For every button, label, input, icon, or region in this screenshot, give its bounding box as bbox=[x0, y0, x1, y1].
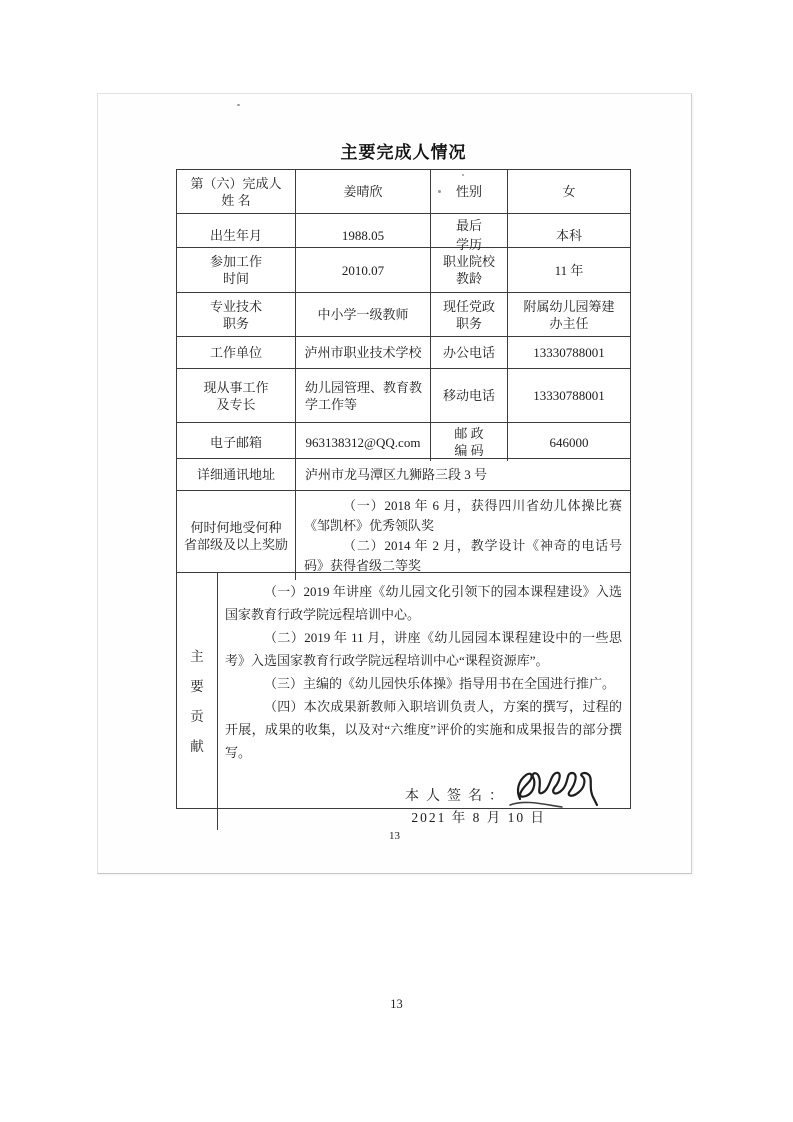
table-row-birth bbox=[177, 213, 630, 252]
field-officephone-value: 13330788001 bbox=[507, 337, 630, 368]
signature-label: 本人签名： bbox=[405, 789, 510, 804]
field-mobile-value: 13330788001 bbox=[507, 369, 630, 422]
scan-speck bbox=[438, 190, 441, 193]
field-name-value: 姜晴欣 bbox=[295, 170, 430, 213]
field-workunit-label: 工作单位 bbox=[209, 345, 262, 360]
field-postcode-value: 646000 bbox=[507, 423, 630, 461]
table-row-name bbox=[177, 170, 630, 213]
table-row-awards bbox=[177, 490, 630, 572]
field-contributions-label: 主 要 贡 献 bbox=[190, 649, 204, 754]
document-title: 主要完成人情况 bbox=[340, 143, 467, 162]
field-gender-label: 性别 bbox=[430, 170, 507, 213]
contributor-info-table bbox=[176, 169, 631, 825]
contribution-item: （二）2019 年 11 月，讲座《幼儿园园本课程建设中的一些思考》入选国家教育行政学院远程培训中心“课程资源库”。 bbox=[225, 630, 622, 668]
table-row-workunit bbox=[177, 336, 630, 368]
table-row-email bbox=[177, 422, 630, 458]
field-education-label: 最后 学历 bbox=[430, 214, 507, 256]
field-awards-value bbox=[295, 491, 630, 580]
field-post-value: 附属幼儿园筹建办主任 bbox=[507, 293, 630, 336]
field-address-label: 详细通讯地址 bbox=[196, 467, 275, 482]
award-item: （一）2018 年 6 月，获得四川省幼儿体操比赛《邹凯杯》优秀领队奖 bbox=[304, 498, 622, 533]
field-gender-value: 女 bbox=[507, 170, 630, 213]
table-row-contributions bbox=[177, 572, 630, 825]
field-name-label: 第（六）完成人 姓 名 bbox=[190, 175, 282, 208]
field-techtitle-label: 专业技术 职务 bbox=[209, 298, 262, 331]
award-item: （二）2014 年 2 月，教学设计《神奇的电话号码》获得省级二等奖 bbox=[304, 538, 622, 573]
field-email-label: 电子邮箱 bbox=[209, 434, 262, 450]
table-row-workstart bbox=[177, 247, 630, 292]
scanned-document-page bbox=[97, 93, 692, 874]
contribution-item: （三）主编的《幼儿园快乐体操》指导用书在全国进行推广。 bbox=[264, 676, 616, 691]
field-techtitle-value: 中小学一级教师 bbox=[295, 293, 430, 336]
scan-speck bbox=[462, 174, 464, 176]
field-currentwork-value: 幼儿园管理、教育教学工作等 bbox=[295, 369, 430, 422]
field-birth-label: 出生年月 bbox=[209, 227, 262, 243]
scan-speck bbox=[237, 104, 240, 106]
table-row-address bbox=[177, 458, 630, 490]
field-birth-value: 1988.05 bbox=[295, 214, 430, 256]
field-address-value: 泸州市龙马潭区九狮路三段 3 号 bbox=[295, 459, 630, 490]
field-workunit-value: 泸州市职业技术学校 bbox=[295, 337, 430, 368]
field-awards-label: 何时何地受何种 省部级及以上奖励 bbox=[183, 519, 288, 552]
field-teachyears-label: 职业院校 教龄 bbox=[430, 248, 507, 292]
field-currentwork-label: 现从事工作 及专长 bbox=[203, 379, 269, 412]
field-postcode-label: 邮 政 编 码 bbox=[430, 423, 507, 461]
table-row-currentwork bbox=[177, 368, 630, 422]
field-contributions-value bbox=[217, 573, 630, 830]
signature-row bbox=[225, 773, 622, 807]
contribution-item: （一）2019 年讲座《幼儿园文化引领下的园本课程建设》入选国家教育行政学院远程培训中心。 bbox=[225, 584, 622, 622]
scanned-page-number: 13 bbox=[389, 830, 400, 842]
handwritten-signature bbox=[506, 765, 598, 813]
field-mobile-label: 移动电话 bbox=[430, 369, 507, 422]
footer-page-number: 13 bbox=[390, 997, 403, 1011]
contribution-item: （四）本次成果新教师入职培训负责人，方案的撰写，过程的开展，成果的收集，以及对“六维度”评价的实施和成果报告的部分撰写。 bbox=[225, 699, 622, 760]
field-workstart-value: 2010.07 bbox=[295, 248, 430, 292]
field-officephone-label: 办公电话 bbox=[430, 337, 507, 368]
field-post-label: 现任党政 职务 bbox=[430, 293, 507, 336]
field-workstart-label: 参加工作 时间 bbox=[209, 254, 262, 286]
table-row-title bbox=[177, 292, 630, 336]
signature-date: 2021 年 8 月 10 日 bbox=[411, 810, 546, 825]
field-email-value: 963138312@QQ.com bbox=[295, 423, 430, 461]
field-education-value: 本科 bbox=[507, 214, 630, 256]
field-teachyears-value: 11 年 bbox=[507, 248, 630, 292]
